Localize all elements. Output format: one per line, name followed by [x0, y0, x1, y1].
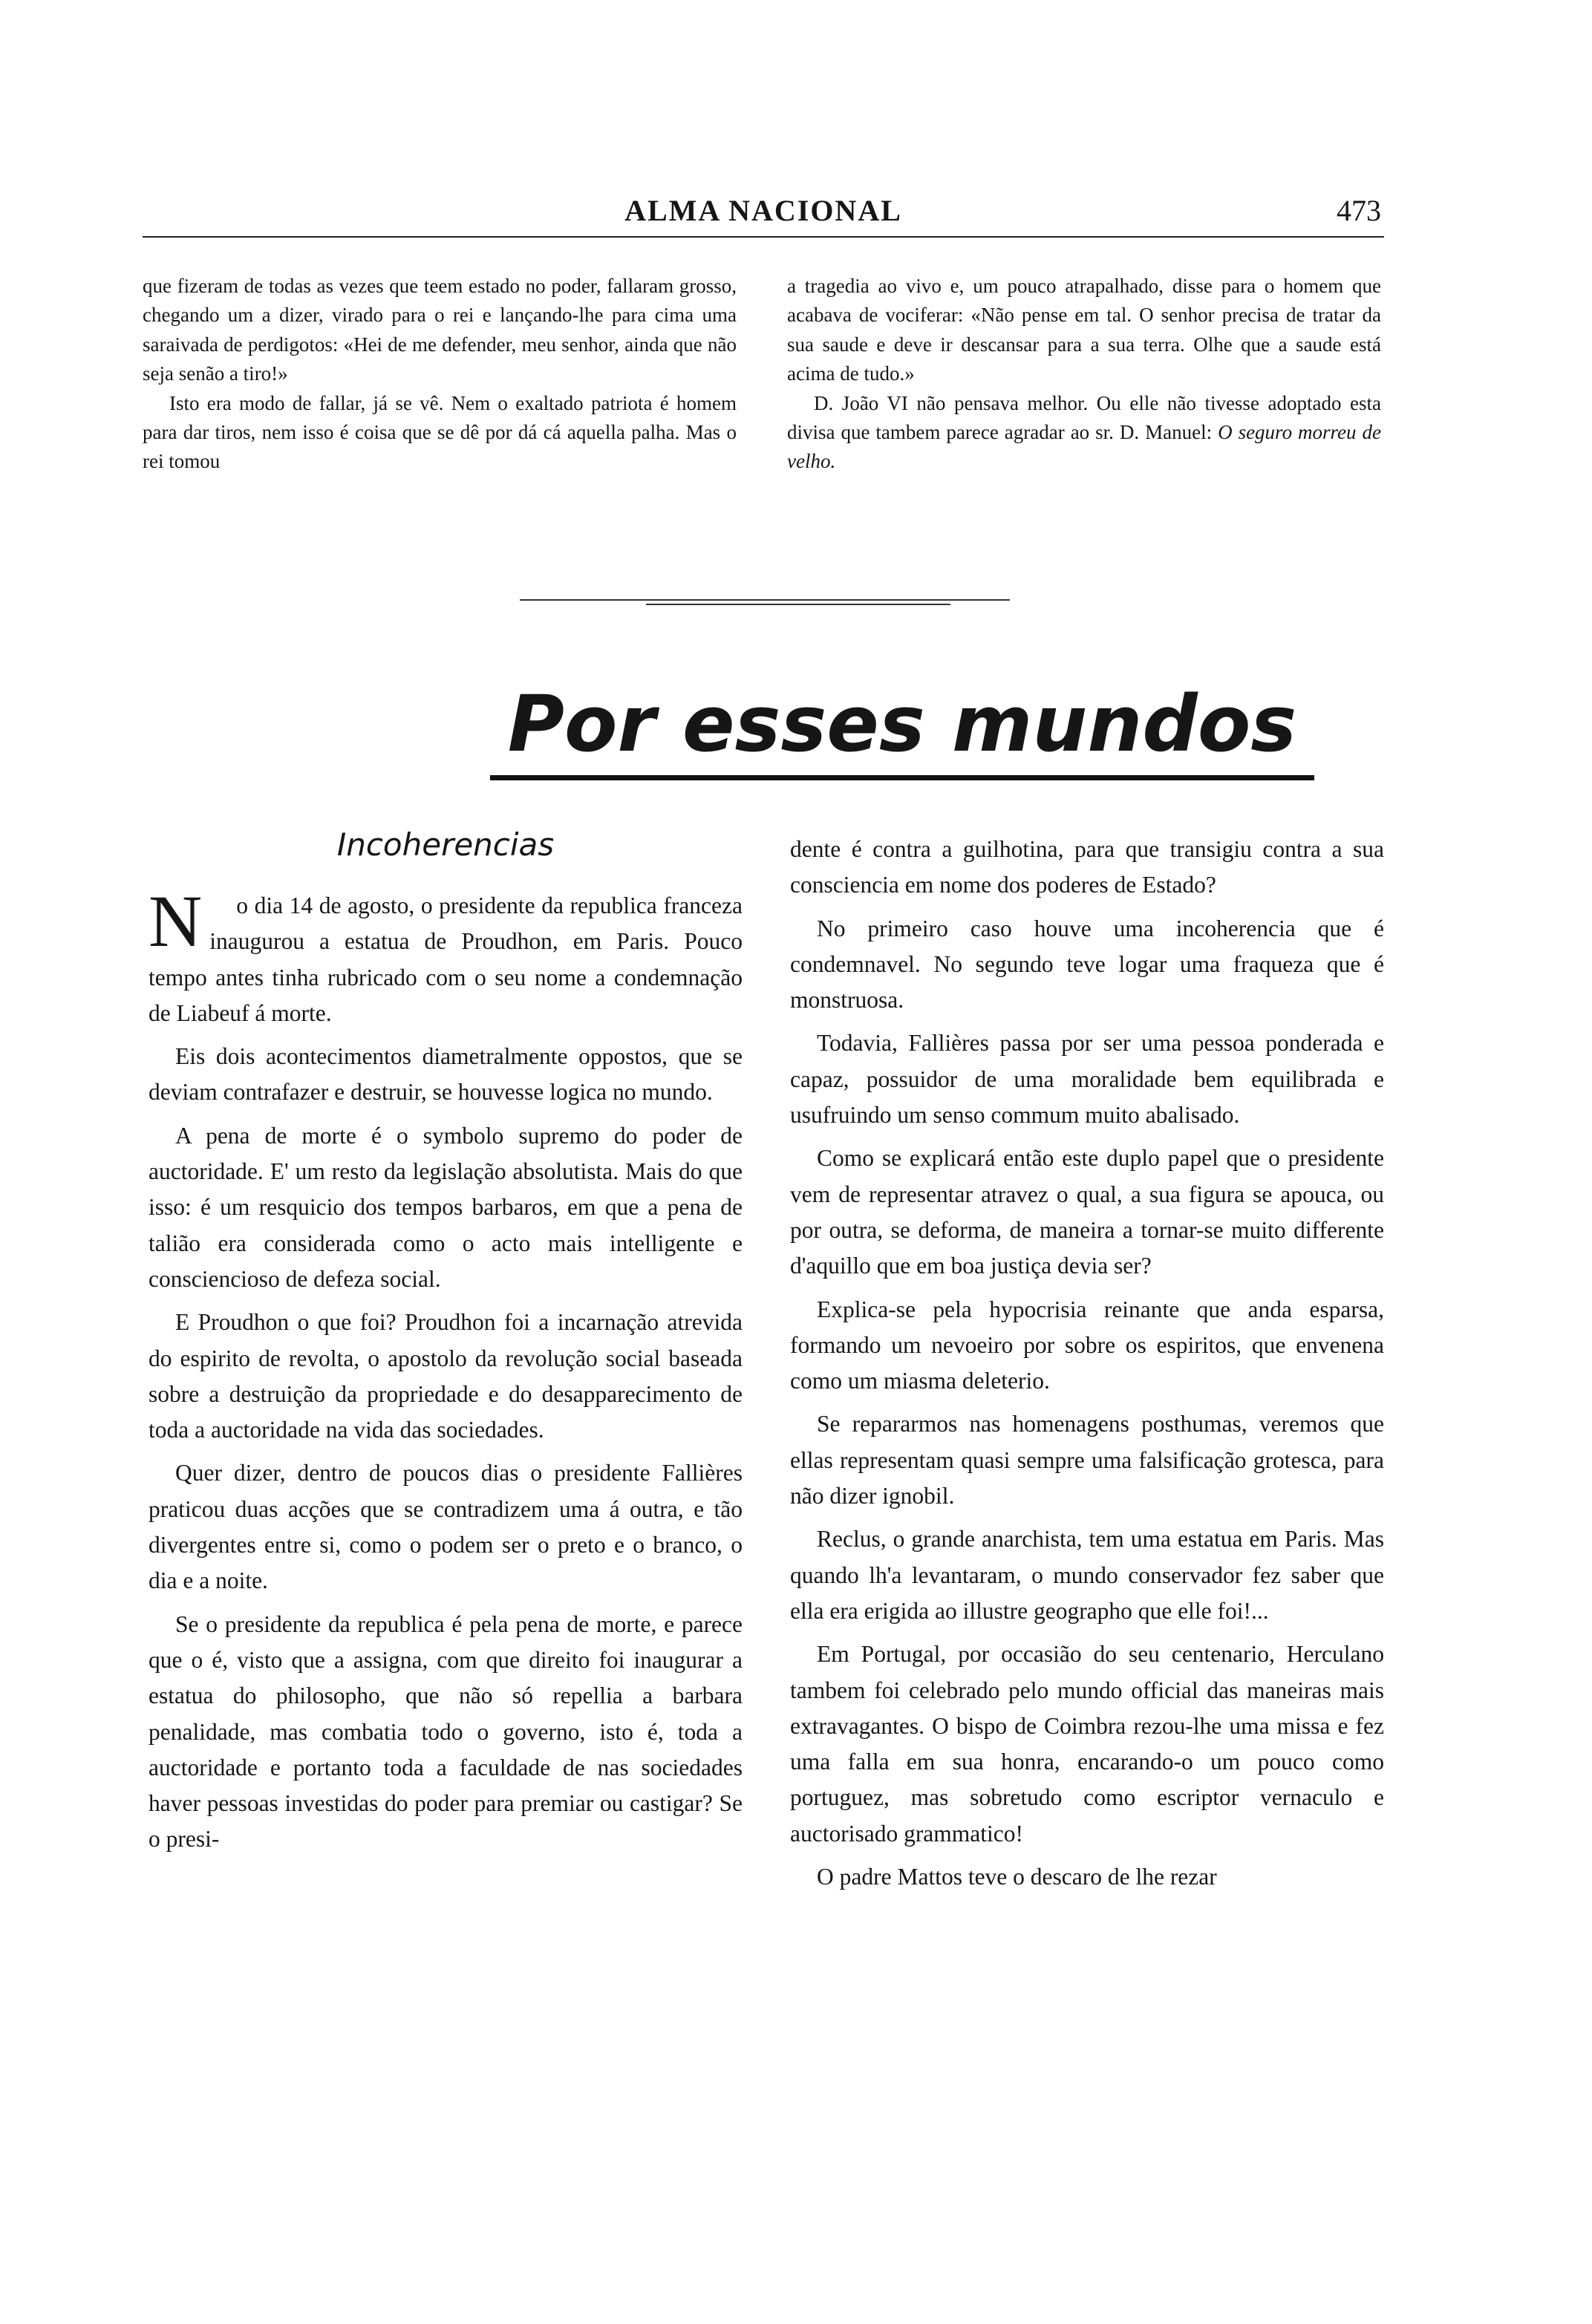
paragraph: A pena de morte é o symbolo supremo do poder de auctoridade. E' um resto da legislação absolutista. Mais do que isso: é um resquicio dos tempos barbaros, em que a pena de talião era considerada como o acto mais intelligente e consciencioso de defeza social. — [149, 1122, 743, 1292]
paragraph: Como se explicará então este duplo papel que o presidente vem de representar atravez o qual, a sua figura se apouca, ou por outra, se deforma, de maneira a tornar-se muito differente d'aquillo que em boa justiça devia ser? — [790, 1145, 1384, 1279]
paragraph: dente é contra a guilhotina, para que transigiu contra a sua consciencia em nome dos poderes de Estado? — [790, 836, 1384, 898]
paragraph: Explica-se pela hypocrisia reinante que anda esparsa, formando um nevoeiro por sobre os espiritos, que envenena como um miasma deleterio. — [790, 1296, 1384, 1394]
article-title: Incoherencias — [336, 826, 555, 863]
page-number: 473 — [1337, 194, 1381, 227]
paragraph — [787, 389, 1381, 477]
running-header — [143, 192, 1384, 238]
rule-line — [520, 599, 1010, 601]
paragraph: Quer dizer, dentro de poucos dias o presidente Fallières praticou duas acções que se contradizem uma á outra, e tão divergentes entre si, como o podem ser o preto e o branco, o dia e a noite. — [149, 1460, 743, 1594]
paragraph: Eis dois acontecimentos diametralmente oppostos, que se deviam contrafazer e destruir, se houvesse logica no mundo. — [149, 1043, 743, 1106]
paragraph-text: D. João VI não pensava melhor. Ou elle não tivesse adoptado esta divisa que tambem parece agradar ao sr. D. Manuel: — [787, 391, 1381, 444]
paragraph: No primeiro caso houve uma incoherencia que é condemnavel. No segundo teve logar uma fraqueza que é monstruosa. — [790, 915, 1384, 1014]
rule-line — [646, 604, 950, 605]
paragraph: Em Portugal, por occasião do seu centenario, Herculano tambem foi celebrado pelo mundo official das maneiras mais extravagantes. O bispo de Coimbra rezou-lhe uma missa e fez uma falla em sua honra, encarando-o um pouco como portuguez, mas sobretudo como escriptor vernaculo e auctorisado grammatico! — [790, 1641, 1384, 1847]
section-title: Por esses mundos — [490, 676, 1314, 780]
paragraph-text: o dia 14 de agosto, o presidente da republica franceza inaugurou a estatua de Proudhon, em Paris. Pouco tempo antes tinha rubricado com o seu nome a condemnação de Liabeuf á morte. — [149, 892, 743, 1026]
paragraph: O padre Mattos teve o descaro de lhe rezar — [817, 1864, 1217, 1890]
first-paragraph — [149, 880, 743, 1031]
paragraph: Se repararmos nas homenagens posthumas, veremos que ellas representam quasi sempre uma falsificação grotesca, para não dizer ignobil. — [790, 1411, 1384, 1509]
article-left-column — [149, 823, 743, 1865]
journal-title: ALMA NACIONAL — [624, 194, 902, 227]
top-right-column — [787, 272, 1381, 477]
ornamental-rule — [520, 594, 1010, 612]
top-left-column — [143, 272, 737, 477]
article-right-column — [790, 832, 1384, 1902]
paragraph: que fizeram de todas as vezes que teem estado no poder, fallaram grosso, chegando um a dizer, virado para o rei e lançando-lhe para cima uma saraivada de perdigotos: «Hei de me defender, meu senhor, ainda que não seja senão a tiro!» — [143, 275, 737, 385]
paragraph: E Proudhon o que foi? Proudhon foi a incarnação atrevida do espirito de revolta, o apostolo da revolução social baseada sobre a destruição da propriedade e do desapparecimento de toda a auctoridade na vida das sociedades. — [149, 1309, 743, 1443]
paragraph: Isto era modo de fallar, já se vê. Nem o exaltado patriota é homem para dar tiros, nem isso é coisa que se dê por dá cá aquella palha. Mas o rei tomou — [143, 391, 737, 473]
drop-cap: N — [149, 880, 203, 962]
motto-italic: O seguro morreu de velho. — [787, 421, 1382, 473]
paragraph: Reclus, o grande anarchista, tem uma estatua em Paris. Mas quando lh'a levantaram, o mundo conservador fez saber que ella era erigida ao illustre geographo que elle foi!... — [790, 1526, 1384, 1624]
paragraph: Se o presidente da republica é pela pena de morte, e parece que o é, visto que a assigna, com que direito foi inaugurar a estatua do philosopho, que não só repellia a barbara penalidade, mas combatia todo o governo, isto é, toda a auctoridade e portanto toda a faculdade de nas sociedades haver pessoas investidas do poder para premiar ou castigar? Se o presi- — [149, 1610, 743, 1853]
paragraph: a tragedia ao vivo e, um pouco atrapalhado, disse para o homem que acabava de vociferar: «Não pense em tal. O senhor precisa de tratar da sua saude e deve ir descansar para a sua terra. Olhe que a saude está acima de tudo.» — [787, 275, 1381, 385]
paragraph: Todavia, Fallières passa por ser uma pessoa ponderada e capaz, possuidor de uma moralidade bem equilibrada e usufruindo um senso commum muito abalisado. — [790, 1030, 1384, 1129]
